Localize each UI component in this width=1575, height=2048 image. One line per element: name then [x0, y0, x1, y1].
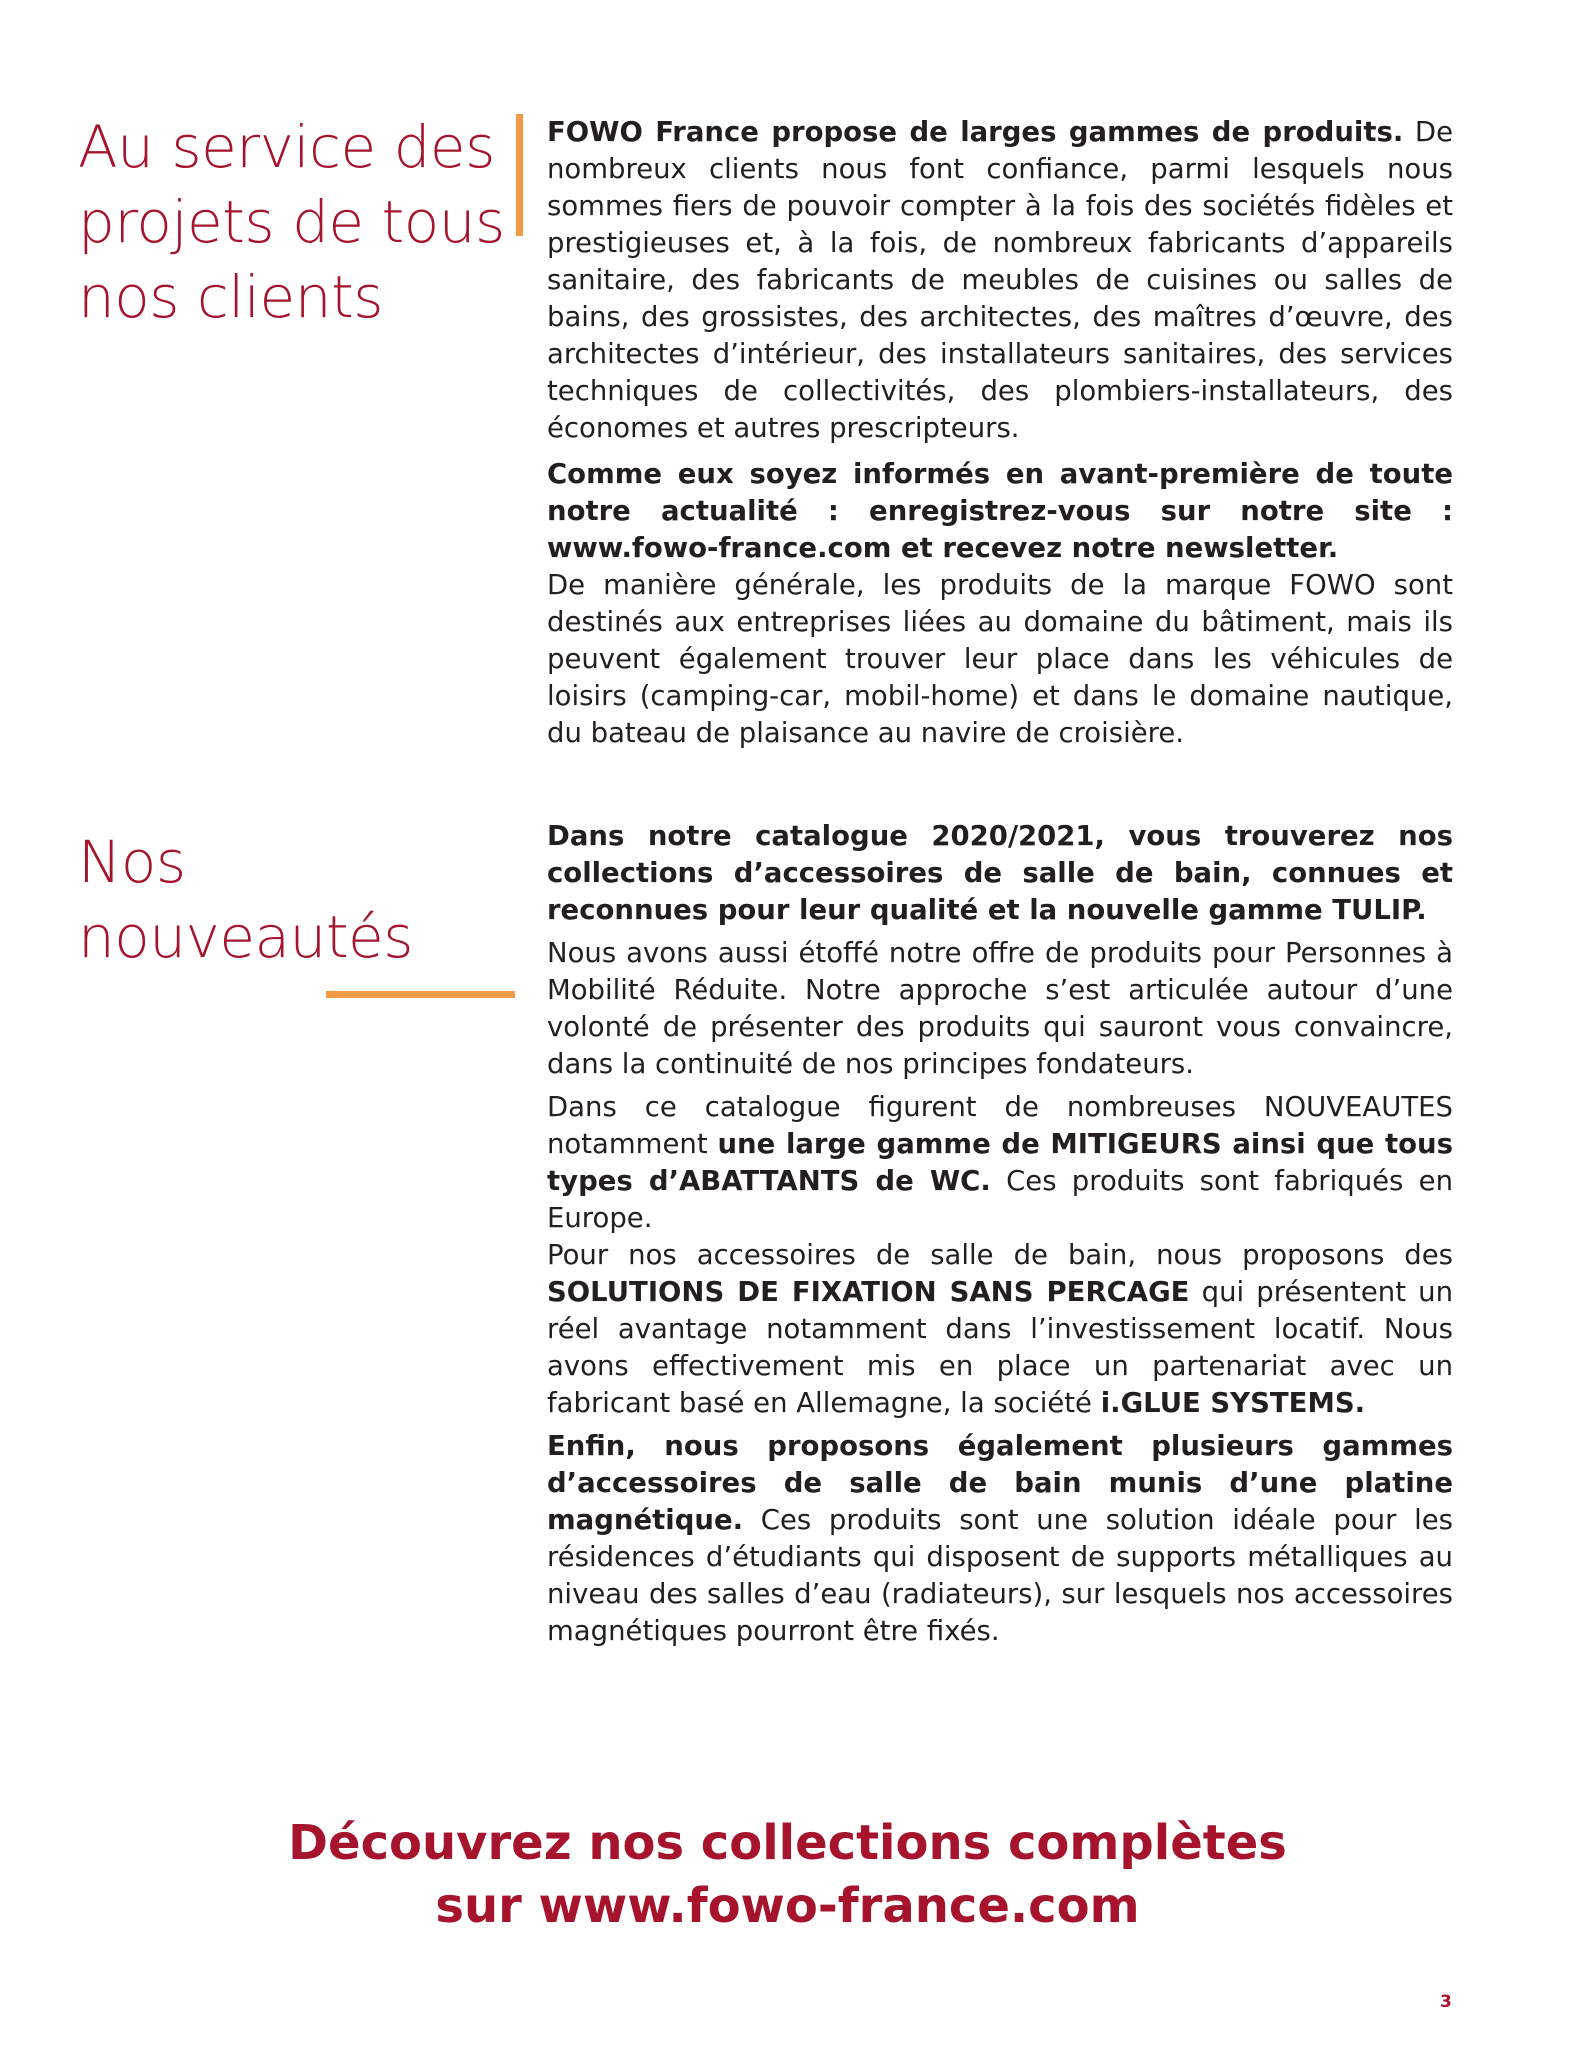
intro-body: De nombreux clients nous font confiance, parmi lesquels nous sommes fiers de pouvoir compter à la fois des sociétés fidèles et prestigieuses et, à la fois, de nombreux fabricants d’appareils sanitaire, des fabricants de meubles de cuisines ou salles de bains, des grossistes, des architectes, des maîtres d’œuvre, des architectes d’intérieur, des installateurs sanitaires, des services techniques de collectivités, des plombiers-installateurs, des économes et autres prescripteurs. — [547, 116, 1453, 444]
pmr-paragraph: Nous avons aussi étoffé notre offre de produits pour Personnes à Mobilité Réduite. Notre approche s’est articulée autour d’une volonté de présenter des produits qui sauront vous convaincre, dans la continuité de nos principes fondateurs. — [547, 937, 1453, 1080]
heading-line: nouveautés — [78, 903, 413, 971]
heading-line: nos clients — [78, 263, 383, 331]
text-run: Pour nos accessoires de salle de bain, nous proposons des — [547, 1239, 1453, 1271]
text-run-bold: SOLUTIONS DE FIXATION SANS PERCAGE — [547, 1276, 1190, 1308]
call-to-action — [0, 1812, 1575, 1938]
cta-line: Découvrez nos collections complètes — [288, 1815, 1287, 1871]
section-service-text — [547, 114, 1453, 752]
newsletter-paragraph: Comme eux soyez informés en avant-première de toute notre actualité : enregistrez-vous sur notre site : www.fowo-france.com et recevez notre newsletter. — [547, 458, 1453, 564]
text-run: qui présentent un réel avantage notamment dans l’investissement locatif. Nous avons effectivement mis en place un partenariat avec un fabricant basé en Allemagne, la société — [547, 1276, 1453, 1419]
text-run: Ces produits sont fabriqués en Europe. — [547, 1165, 1453, 1234]
nouveautes-paragraph — [547, 1089, 1453, 1237]
heading-nouveautes — [78, 825, 413, 975]
text-run-bold: Enfin, nous proposons également plusieurs gammes d’accessoires de salle de bain munis d’une platine magnétique. — [547, 1430, 1453, 1536]
intro-lead: FOWO France propose de larges gammes de produits. — [547, 116, 1404, 148]
orange-horizontal-divider — [326, 991, 515, 998]
text-run: Dans ce catalogue figurent de nombreuses NOUVEAUTES notamment — [547, 1091, 1453, 1160]
heading-line: Au service des — [78, 113, 495, 181]
heading-line: projets de tous — [78, 188, 505, 256]
heading-line: Nos — [78, 828, 186, 896]
text-run: Ces produits sont une solution idéale pour les résidences d’étudiants qui disposent de supports métalliques au niveau des salles d’eau (radiateurs), sur lesquels nos accessoires magnétiques pourront être fixés. — [547, 1504, 1453, 1647]
orange-vertical-divider — [516, 114, 523, 236]
cta-line: sur www.fowo-france.com — [435, 1878, 1140, 1934]
fixation-paragraph — [547, 1237, 1453, 1422]
catalogue-paragraph: Dans notre catalogue 2020/2021, vous trouverez nos collections d’accessoires de salle de bain, connues et reconnues pour leur qualité et la nouvelle gamme TULIP. — [547, 820, 1453, 926]
market-paragraph: De manière générale, les produits de la marque FOWO sont destinés aux entreprises liées au domaine du bâtiment, mais ils peuvent également trouver leur place dans les véhicules de loisirs (camping-car, mobil-home) et dans le domaine nautique, du bateau de plaisance au navire de croisière. — [547, 569, 1453, 749]
intro-paragraph — [547, 114, 1453, 447]
text-run-bold: une large gamme de MITIGEURS ainsi que tous types d’ABATTANTS de WC. — [547, 1128, 1453, 1197]
magnetique-paragraph — [547, 1428, 1453, 1650]
text-run-bold: i.GLUE SYSTEMS. — [1100, 1387, 1366, 1419]
section-nouveautes-text — [547, 818, 1453, 1650]
page-number: 3 — [1440, 1992, 1452, 2012]
heading-service-clients — [78, 110, 505, 335]
